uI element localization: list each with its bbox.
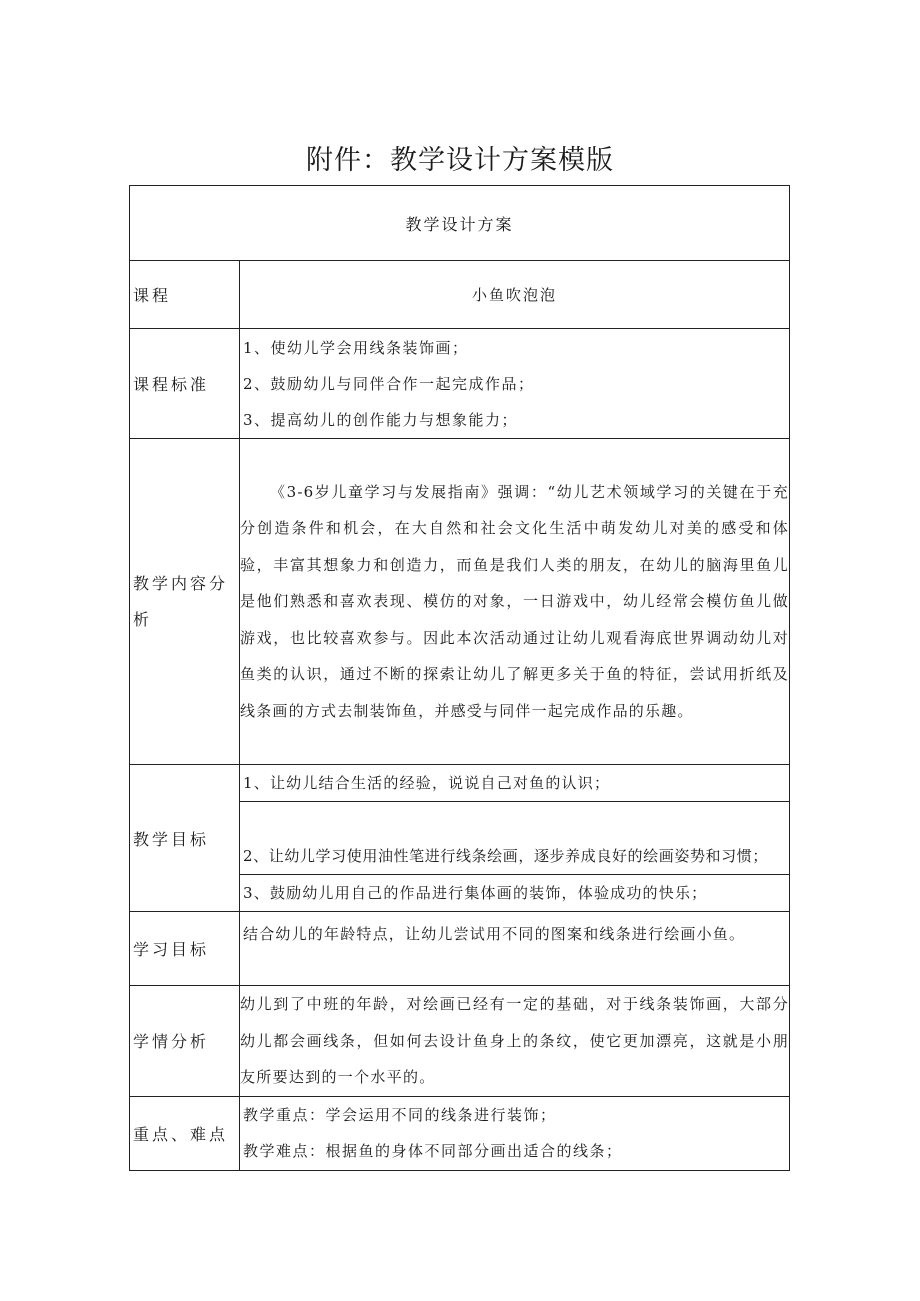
course-standard-item: 2、鼓励幼儿与同伴合作一起完成作品； <box>243 374 535 393</box>
teaching-plan-table <box>129 185 790 1171</box>
key-point-difficulty: 教学难点：根据鱼的身体不同部分画出适合的线条； <box>243 1142 623 1160</box>
learner-analysis-row <box>130 986 790 1097</box>
teaching-goal-item: 2、让幼儿学习使用油性笔进行线条绘画，逐步养成良好的绘画姿势和习惯； <box>243 847 768 865</box>
teaching-goals-label: 教学目标 <box>130 765 240 912</box>
teaching-goal-item: 1、让幼儿结合生活的经验，说说自己对鱼的认识； <box>243 774 611 792</box>
key-points-label: 重点、难点 <box>130 1096 240 1170</box>
teaching-goal-cell-2 <box>240 802 790 875</box>
content-analysis-text: 《3-6岁儿童学习与发展指南》强调：“幼儿艺术领域学习的关键在于充分创造条件和机会，在大自然和社会文化生活中萌发幼儿对美的感受和体验，丰富其想象力和创造力，而鱼是我们人类的朋友，在幼儿的脑海里鱼儿是他们熟悉和喜欢表现、模仿的对象，一日游戏中，幼儿经常会模仿鱼儿做游戏，也比较喜欢参与。因此本次活动通过让幼儿观看海底世界调动幼儿对鱼类的认识，通过不断的探索让幼儿了解更多关于鱼的特征，尝试用折纸及线条画的方式去制装饰鱼，并感受与同伴一起完成作品的乐趣。 <box>240 439 790 765</box>
course-value: 小鱼吹泡泡 <box>240 261 790 329</box>
content-analysis-label: 教学内容分析 <box>130 439 240 765</box>
course-label: 课程 <box>130 261 240 329</box>
learner-analysis-label: 学情分析 <box>130 986 240 1097</box>
teaching-goal-cell-1 <box>240 765 790 802</box>
table-header-row <box>130 186 790 261</box>
key-points-row <box>130 1096 790 1170</box>
course-row <box>130 261 790 329</box>
document-title: 附件：教学设计方案模版 <box>306 145 614 176</box>
course-standard-label: 课程标准 <box>130 329 240 439</box>
course-standard-cell <box>240 329 790 439</box>
learning-goals-cell <box>240 912 790 986</box>
learning-goals-row <box>130 912 790 986</box>
table-header: 教学设计方案 <box>130 186 790 261</box>
key-point-focus: 教学重点：学会运用不同的线条进行装饰； <box>243 1106 557 1124</box>
teaching-goal-row-1 <box>130 765 790 802</box>
teaching-goal-item: 3、鼓励幼儿用自己的作品进行集体画的装饰，体验成功的快乐； <box>243 884 708 902</box>
teaching-goal-cell-3 <box>240 875 790 912</box>
content-analysis-row <box>130 439 790 765</box>
course-standard-row <box>130 329 790 439</box>
learning-goals-label: 学习目标 <box>130 912 240 986</box>
course-standard-item: 1、使幼儿学会用线条装饰画； <box>243 338 469 357</box>
course-standard-item: 3、提高幼儿的创作能力与想象能力； <box>243 410 519 429</box>
key-points-cell <box>240 1096 790 1170</box>
learning-goals-text: 结合幼儿的年龄特点，让幼儿尝试用不同的图案和线条进行绘画小鱼。 <box>243 925 746 943</box>
learner-analysis-text: 幼儿到了中班的年龄，对绘画已经有一定的基础，对于线条装饰画，大部分幼儿都会画线条，但如何去设计鱼身上的条纹，使它更加漂亮，这就是小朋友所要达到的一个水平的。 <box>240 986 790 1097</box>
